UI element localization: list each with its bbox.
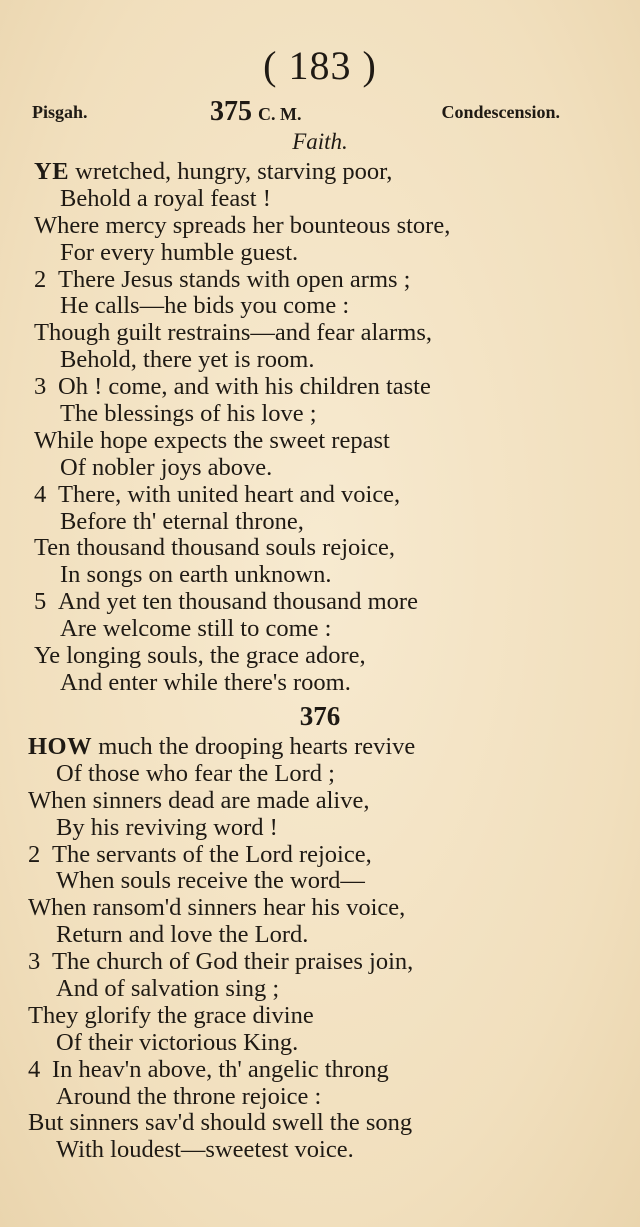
hymn-line-text: Return and love the Lord.	[56, 921, 309, 949]
hymn-line	[0, 239, 640, 266]
hymn-line	[0, 615, 640, 642]
hymn-line	[0, 212, 640, 239]
hymn-line-text: much the drooping hearts revive	[92, 733, 416, 760]
hymn-line	[0, 185, 640, 212]
hymn-meter: C. M.	[258, 104, 302, 124]
hymn-line	[0, 894, 640, 921]
hymn-line-text: With loudest—sweetest voice.	[56, 1136, 354, 1164]
hymn-line-text: And yet ten thousand thousand more	[58, 588, 418, 616]
hymn-number: 375	[210, 96, 252, 127]
hymn-line-text: When ransom'd sinners hear his voice,	[28, 894, 406, 922]
hymn-line	[0, 1109, 640, 1136]
hymn-line-text: Ye longing souls, the grace adore,	[34, 642, 366, 670]
hymn-line	[0, 481, 640, 508]
hymn-initial-word: HOW	[28, 733, 93, 760]
verse-number: 3	[34, 373, 47, 401]
hymn-line	[0, 534, 640, 561]
hymn-line	[0, 921, 640, 948]
hymn-line-text: Of nobler joys above.	[60, 453, 273, 481]
hymn-line	[0, 588, 640, 615]
hymn-line	[0, 508, 640, 535]
hymn-line	[0, 733, 640, 760]
verse-number: 3	[28, 948, 41, 976]
hymn-line	[0, 760, 640, 787]
hymn-line	[0, 841, 640, 868]
verse-number: 2	[28, 840, 41, 868]
hymn-line	[0, 561, 640, 588]
verse-number: 2	[34, 265, 47, 293]
hymn-header	[32, 96, 560, 128]
verse-number: 5	[34, 588, 47, 616]
hymn-line-text: They glorify the grace divine	[28, 1001, 314, 1029]
hymn-line-text: Of those who fear the Lord ;	[56, 759, 335, 787]
hymn-line-text: There Jesus stands with open arms ;	[58, 265, 411, 293]
hymn-line-text: Behold a royal feast !	[60, 184, 271, 212]
hymn-line	[0, 642, 640, 669]
hymn-subject: Faith.	[292, 129, 348, 154]
hymn-line	[0, 669, 640, 696]
tune-name-right: Condescension.	[441, 102, 560, 122]
hymn-line	[0, 427, 640, 454]
hymn-line-text: wretched, hungry, starving poor,	[69, 158, 393, 185]
hymn-line-text: Ten thousand thousand souls rejoice,	[34, 534, 395, 562]
hymn-line-text: There, with united heart and voice,	[58, 480, 401, 508]
hymn-line-text: The servants of the Lord rejoice,	[52, 840, 372, 868]
tune-name-left: Pisgah.	[32, 102, 88, 122]
hymn-line-text: While hope expects the sweet repast	[34, 426, 390, 454]
hymn-line-text: But sinners sav'd should swell the song	[28, 1109, 413, 1137]
hymn-376-text	[0, 733, 640, 1163]
hymn-line-text: Around the throne rejoice :	[56, 1082, 322, 1110]
hymn-line	[0, 266, 640, 293]
hymn-line	[0, 158, 640, 185]
hymn-line	[0, 454, 640, 481]
hymn-line-text: Behold, there yet is room.	[60, 346, 315, 374]
hymn-line-text: Are welcome still to come :	[60, 615, 332, 643]
hymn-line	[0, 1136, 640, 1163]
hymn-line-text: The church of God their praises join,	[52, 948, 414, 976]
hymn-line	[0, 319, 640, 346]
page-number: ( 183 )	[263, 43, 377, 88]
verse-number: 4	[28, 1055, 41, 1083]
hymn-line	[0, 787, 640, 814]
hymn-line-text: Oh ! come, and with his children taste	[58, 373, 431, 401]
hymn-line	[0, 373, 640, 400]
hymn-line-text: Of their victorious King.	[56, 1028, 299, 1056]
hymn-line-text: Though guilt restrains—and fear alarms,	[34, 319, 433, 347]
hymn-line-text: And of salvation sing ;	[56, 975, 280, 1003]
hymn-line	[0, 292, 640, 319]
hymn-line-text: He calls—he bids you come :	[60, 292, 350, 320]
hymn-line	[0, 948, 640, 975]
hymn-line	[0, 1029, 640, 1056]
hymn-line-text: In songs on earth unknown.	[60, 561, 332, 589]
hymn-line-text: Where mercy spreads her bounteous store,	[34, 211, 451, 239]
hymn-line-text: When souls receive the word—	[56, 867, 365, 895]
hymn-376-number: 376	[299, 701, 341, 731]
hymn-line-text: Before th' eternal throne,	[60, 507, 304, 535]
hymn-line	[0, 1083, 640, 1110]
hymn-line-text: When sinners dead are made alive,	[28, 786, 370, 814]
hymn-line	[0, 400, 640, 427]
hymn-line-text: The blessings of his love ;	[60, 400, 317, 428]
hymn-line	[0, 1056, 640, 1083]
hymn-line-text: By his reviving word !	[56, 813, 278, 841]
hymn-line-text: In heav'n above, th' angelic throng	[52, 1055, 389, 1083]
hymn-initial-word: YE	[34, 158, 70, 185]
verse-number: 4	[34, 480, 47, 508]
hymn-375-text	[0, 158, 640, 696]
hymn-line	[0, 867, 640, 894]
hymn-line	[0, 1002, 640, 1029]
hymn-line	[0, 346, 640, 373]
hymn-line-text: And enter while there's room.	[60, 668, 351, 696]
hymn-heading	[210, 96, 302, 128]
hymn-line	[0, 814, 640, 841]
hymn-line	[0, 975, 640, 1002]
hymn-line-text: For every humble guest.	[60, 238, 299, 266]
